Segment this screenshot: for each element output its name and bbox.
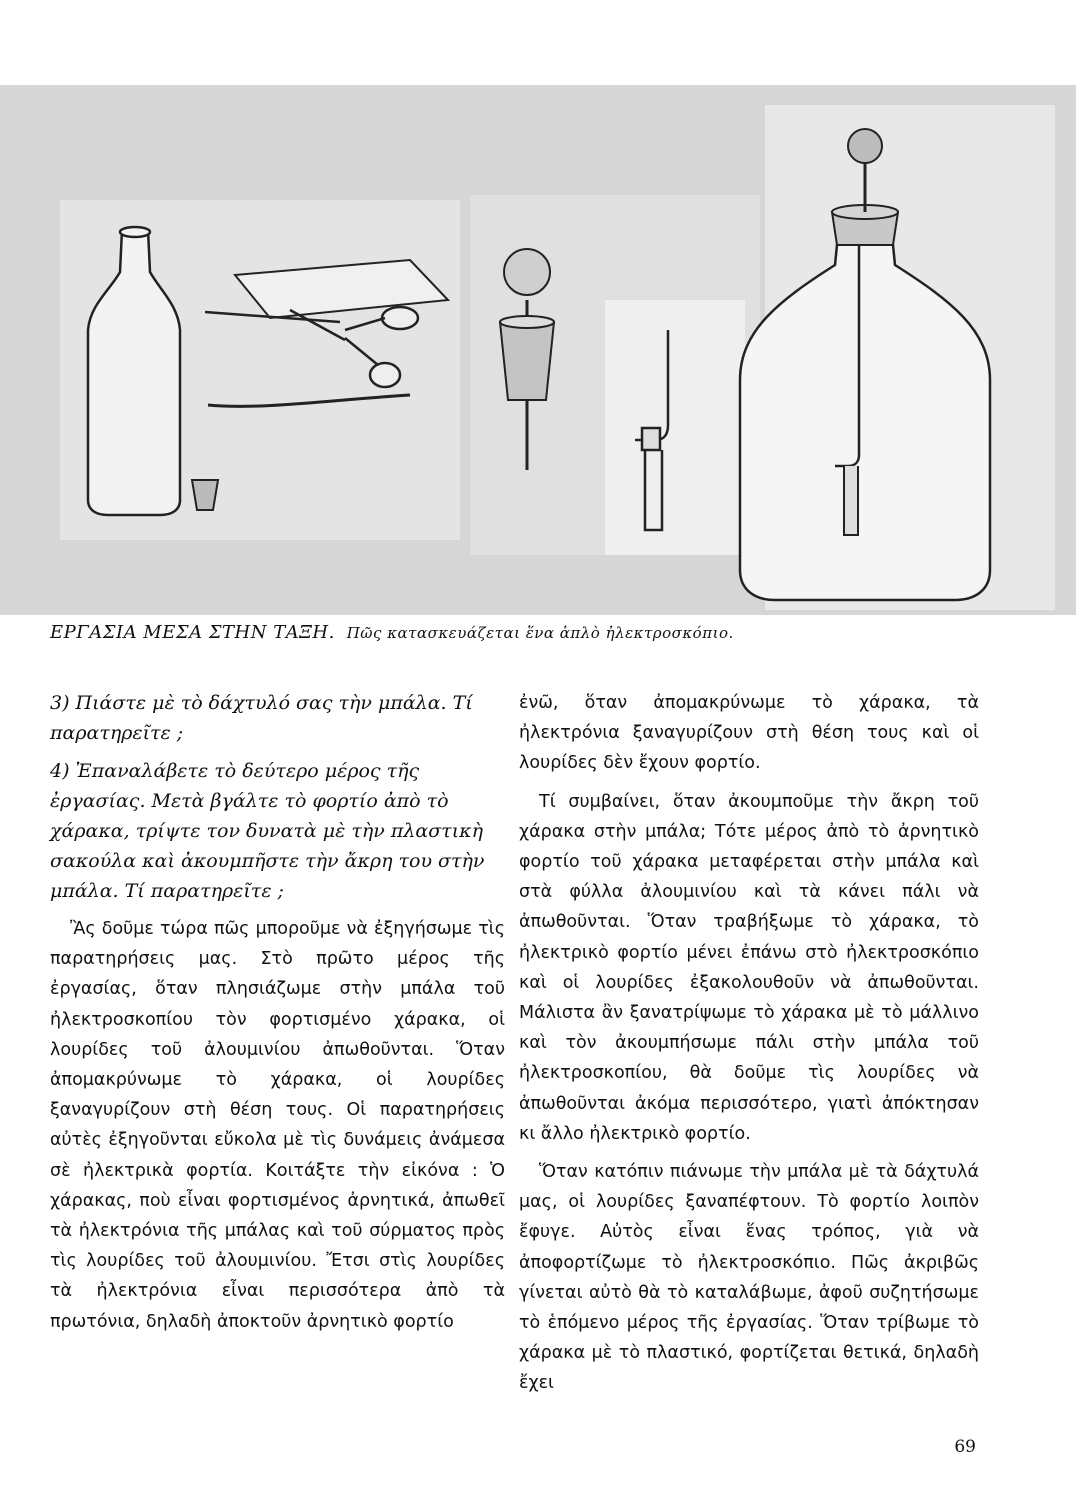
continuation-paragraph: ἐνῶ, ὅταν ἀπομακρύνωμε τὸ χάρακα, τὰ ἠλεκτρόνια ξαναγυρίζουν στὴ θέση τους καὶ οἱ λουρίδες δὲν ἔχουν φορτίο. bbox=[519, 693, 979, 774]
caption-title: ΕΡΓΑΣΙΑ ΜΕΣΑ ΣΤΗΝ ΤΑΞΗ. bbox=[50, 622, 335, 643]
small-cork bbox=[192, 480, 218, 510]
left-column bbox=[50, 688, 505, 1345]
step-4: 4) Ἐπαναλάβετε τὸ δεύτερο μέρος τῆς ἐργασίας. Μετὰ βγάλτε τὸ φορτίο ἀπὸ τὸ χάρακα, τρίψτε τον δυνατὰ μὲ τὴν πλαστικὴ σακούλα καὶ ἀκουμπῆστε τὴν ἄκρη του στὴν μπάλα. Τί παρατηρεῖτε ; bbox=[50, 760, 485, 902]
touching-paragraph: Τί συμβαίνει, ὅταν ἀκουμποῦμε τὴν ἄκρη τοῦ χάρακα στὴν μπάλα; Τότε μέρος ἀπὸ τὸ ἀρνητικὸ φορτίο τοῦ χάρακα μεταφέρεται στὴν μπάλα καὶ στὰ φύλλα ἀλουμινίου καὶ τὰ κάνει πάλι νὰ ἀπωθοῦνται. Ὅταν τραβήξωμε τὸ χάρακα, τὸ ἠλεκτρικὸ φορτίο μένει ἐπάνω στὸ ἠλεκτροσκόπιο καὶ οἱ λουρίδες ἐξακολουθοῦν νὰ ἀπωθοῦνται. Μάλιστα ἂν ξανατρίψωμε τὸ χάρακα μὲ τὸ μάλλινο καὶ τὸν ἀκουμπήσωμε πάλι στὴν μπάλα τοῦ ἠλεκτροσκοπίου, θὰ δοῦμε τὶς λουρίδες νὰ ἀπωθοῦνται ἀκόμα περισσότερο, γιατὶ ἀπόκτησαν κι ἄλλο ἠλεκτρικὸ φορτίο. bbox=[519, 791, 979, 1144]
caption-subtitle: Πῶς κατασκευάζεται ἕνα ἁπλὸ ἠλεκτροσκόπιο. bbox=[346, 624, 734, 642]
figure-illustration bbox=[0, 0, 1076, 615]
electroscope-construction-drawing bbox=[0, 0, 1076, 615]
figure-caption bbox=[50, 622, 1050, 643]
page-number: 69 bbox=[954, 1437, 976, 1457]
wire-panel bbox=[605, 300, 745, 555]
explanation-paragraph: Ἂς δοῦμε τώρα πῶς μποροῦμε νὰ ἐξηγήσωμε τὶς παρατηρήσεις μας. Στὸ πρῶτο μέρος τῆς ἐργασίας, ὅταν πλησιάζωμε στὴν μπάλα τοῦ ἠλεκτροσκοπίου τὸν φορτισμένο χάρακα, οἱ λουρίδες τοῦ ἀλουμινίου ἀπωθοῦνται. Ὅταν ἀπομακρύνωμε τὸ χάρακα, οἱ λουρίδες ξαναγυρίζουν στὴ θέση τους. Οἱ παρατηρήσεις αὐτὲς ἐξηγοῦνται εὔκολα μὲ τὶς δυνάμεις ἀνάμεσα σὲ ἠλεκτρικὰ φορτία. Κοιτάξτε τὴν εἰκόνα : Ὁ χάρακας, ποὺ εἶναι φορτισμένος ἀρνητικά, ἀπωθεῖ τὰ ἠλεκτρόνια τῆς μπάλας καὶ τοῦ σύρματος πρὸς τὶς λουρίδες τοῦ ἀλουμινίου. Ἔτσι στὶς λουρίδες τὰ ἠλεκτρόνια εἶναι περισσότερα ἀπὸ τὰ πρωτόνια, δηλαδὴ ἀποκτοῦν ἀρνητικὸ φορτίο bbox=[50, 919, 505, 1332]
right-column bbox=[519, 688, 979, 1407]
step-3: 3) Πιάστε μὲ τὸ δάχτυλό σας τὴν μπάλα. Τί παρατηρεῖτε ; bbox=[50, 692, 473, 744]
discharge-paragraph: Ὅταν κατόπιν πιάνωμε τὴν μπάλα μὲ τὰ δάχτυλά μας, οἱ λουρίδες ξαναπέφτουν. Τὸ φορτίο λοιπὸν ἔφυγε. Αὐτὸς εἶναι ἕνας τρόπος, γιὰ νὰ ἀποφορτίζωμε τὸ ἠλεκτροσκόπιο. Πῶς ἀκριβῶς γίνεται αὐτὸ θὰ τὸ καταλάβωμε, ἀφοῦ συζητήσωμε τὸ ἑπόμενο μέρος τῆς ἐργασίας. Ὅταν τρίβωμε τὸ χάρακα μὲ τὸ πλαστικό, φορτίζεται θετικά, δηλαδὴ ἔχει bbox=[519, 1162, 979, 1394]
